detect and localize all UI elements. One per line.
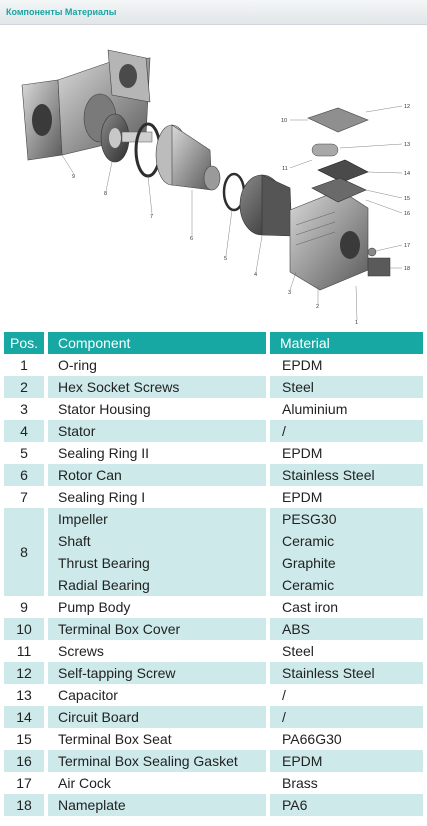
table-row	[4, 728, 423, 750]
row-component: Rotor Can	[48, 464, 270, 486]
row-material: EPDM	[282, 489, 323, 505]
circuit-board-part	[318, 160, 368, 182]
stator-housing-part	[290, 190, 368, 290]
row-material: /	[270, 420, 423, 442]
row-component: Capacitor	[48, 684, 270, 706]
svg-text:4: 4	[254, 272, 258, 278]
svg-text:14: 14	[404, 171, 411, 177]
table-row	[4, 398, 423, 420]
row-pos: 18	[4, 794, 48, 816]
row-pos: 7	[4, 486, 48, 508]
row-material: PA66G30	[282, 731, 342, 747]
row-component: Terminal Box Seat	[48, 728, 270, 750]
row-material: Stainless Steel	[270, 662, 423, 684]
row-material: /	[270, 706, 423, 728]
row-material: Brass	[282, 775, 318, 791]
row-component: Shaft	[48, 530, 270, 552]
row-pos: 9	[4, 596, 48, 618]
svg-text:12: 12	[404, 104, 411, 110]
row-pos: 13	[4, 684, 48, 706]
header-component: Component	[48, 332, 270, 354]
svg-text:2: 2	[316, 304, 320, 310]
table-row	[4, 640, 423, 662]
row-material: Steel	[270, 376, 423, 398]
row-component: Nameplate	[48, 794, 270, 816]
svg-text:17: 17	[404, 243, 411, 249]
svg-text:1: 1	[355, 320, 359, 326]
table-row	[4, 794, 423, 816]
table-row	[4, 706, 423, 728]
row-material: ABS	[270, 618, 423, 640]
svg-text:13: 13	[404, 142, 411, 148]
row-component: Self-tapping Screw	[48, 662, 270, 684]
row-pos: 8	[4, 508, 48, 596]
table-row	[4, 508, 423, 530]
rotor-can-part	[156, 125, 220, 190]
svg-text:3: 3	[288, 290, 292, 296]
row-component: Circuit Board	[48, 706, 270, 728]
row-material: Ceramic	[270, 530, 423, 552]
header-material: Material	[270, 332, 423, 354]
table-row	[4, 464, 423, 486]
row-pos: 12	[4, 662, 48, 684]
svg-text:7: 7	[150, 214, 154, 220]
section-title: Компоненты Материалы	[6, 7, 117, 17]
row-pos: 3	[4, 398, 48, 420]
svg-text:16: 16	[404, 211, 411, 217]
row-material: /	[282, 687, 286, 703]
table-row	[4, 442, 423, 464]
row-component: Sealing Ring II	[48, 442, 270, 464]
capacitor-part	[312, 144, 338, 156]
table-row	[4, 684, 423, 706]
table-row	[4, 420, 423, 442]
table-row	[4, 376, 423, 398]
row-material: EPDM	[282, 445, 323, 461]
svg-text:11: 11	[282, 166, 288, 172]
table-row	[4, 750, 423, 772]
row-component: O-ring	[48, 354, 270, 376]
table-header-row	[4, 332, 423, 354]
row-material: Stainless Steel	[270, 464, 423, 486]
row-component: Terminal Box Cover	[48, 618, 270, 640]
row-component: Stator Housing	[48, 398, 270, 420]
row-component: Stator	[48, 420, 270, 442]
svg-text:10: 10	[281, 118, 288, 124]
table-row	[4, 552, 423, 574]
nameplate-part	[368, 258, 390, 276]
row-component: Pump Body	[48, 596, 270, 618]
air-cock-part	[368, 248, 376, 256]
row-component: Thrust Bearing	[48, 552, 270, 574]
table-row	[4, 662, 423, 684]
components-materials-table	[4, 332, 423, 816]
table-row	[4, 574, 423, 596]
row-pos: 6	[4, 464, 48, 486]
row-pos: 2	[4, 376, 48, 398]
row-component: Hex Socket Screws	[48, 376, 270, 398]
row-pos: 17	[4, 772, 48, 794]
row-material: Steel	[282, 643, 314, 659]
row-component: Radial Bearing	[48, 574, 270, 596]
row-pos: 15	[4, 728, 48, 750]
row-pos: 4	[4, 420, 48, 442]
row-pos: 1	[4, 354, 48, 376]
table-row	[4, 486, 423, 508]
row-pos: 16	[4, 750, 48, 772]
table-row	[4, 354, 423, 376]
row-material: PA6	[270, 794, 423, 816]
row-component: Sealing Ring I	[48, 486, 270, 508]
svg-text:8: 8	[104, 191, 108, 197]
pump-body-part	[22, 50, 150, 160]
header-pos: Pos.	[4, 332, 48, 354]
row-component: Air Cock	[48, 772, 270, 794]
terminal-box-cover-part	[308, 108, 368, 132]
row-material: EPDM	[270, 750, 423, 772]
row-material: EPDM	[282, 357, 323, 373]
row-material: Ceramic	[270, 574, 423, 596]
exploded-pump-diagram	[0, 40, 427, 332]
table-row	[4, 772, 423, 794]
svg-text:6: 6	[190, 236, 194, 242]
row-pos: 11	[4, 640, 48, 662]
svg-text:9: 9	[72, 174, 76, 180]
row-material: PESG30	[270, 508, 423, 530]
row-component: Impeller	[48, 508, 270, 530]
row-pos: 5	[4, 442, 48, 464]
row-pos: 14	[4, 706, 48, 728]
row-material: Cast iron	[282, 599, 339, 615]
row-component: Screws	[48, 640, 270, 662]
table-row	[4, 618, 423, 640]
svg-text:5: 5	[224, 256, 228, 262]
svg-text:15: 15	[404, 196, 411, 202]
stator-part	[240, 175, 292, 236]
table-row	[4, 596, 423, 618]
svg-text:18: 18	[404, 266, 411, 272]
table-row	[4, 530, 423, 552]
section-header	[0, 0, 427, 25]
row-material: Graphite	[270, 552, 423, 574]
row-material: Aluminium	[282, 401, 348, 417]
row-component: Terminal Box Sealing Gasket	[48, 750, 270, 772]
row-pos: 10	[4, 618, 48, 640]
